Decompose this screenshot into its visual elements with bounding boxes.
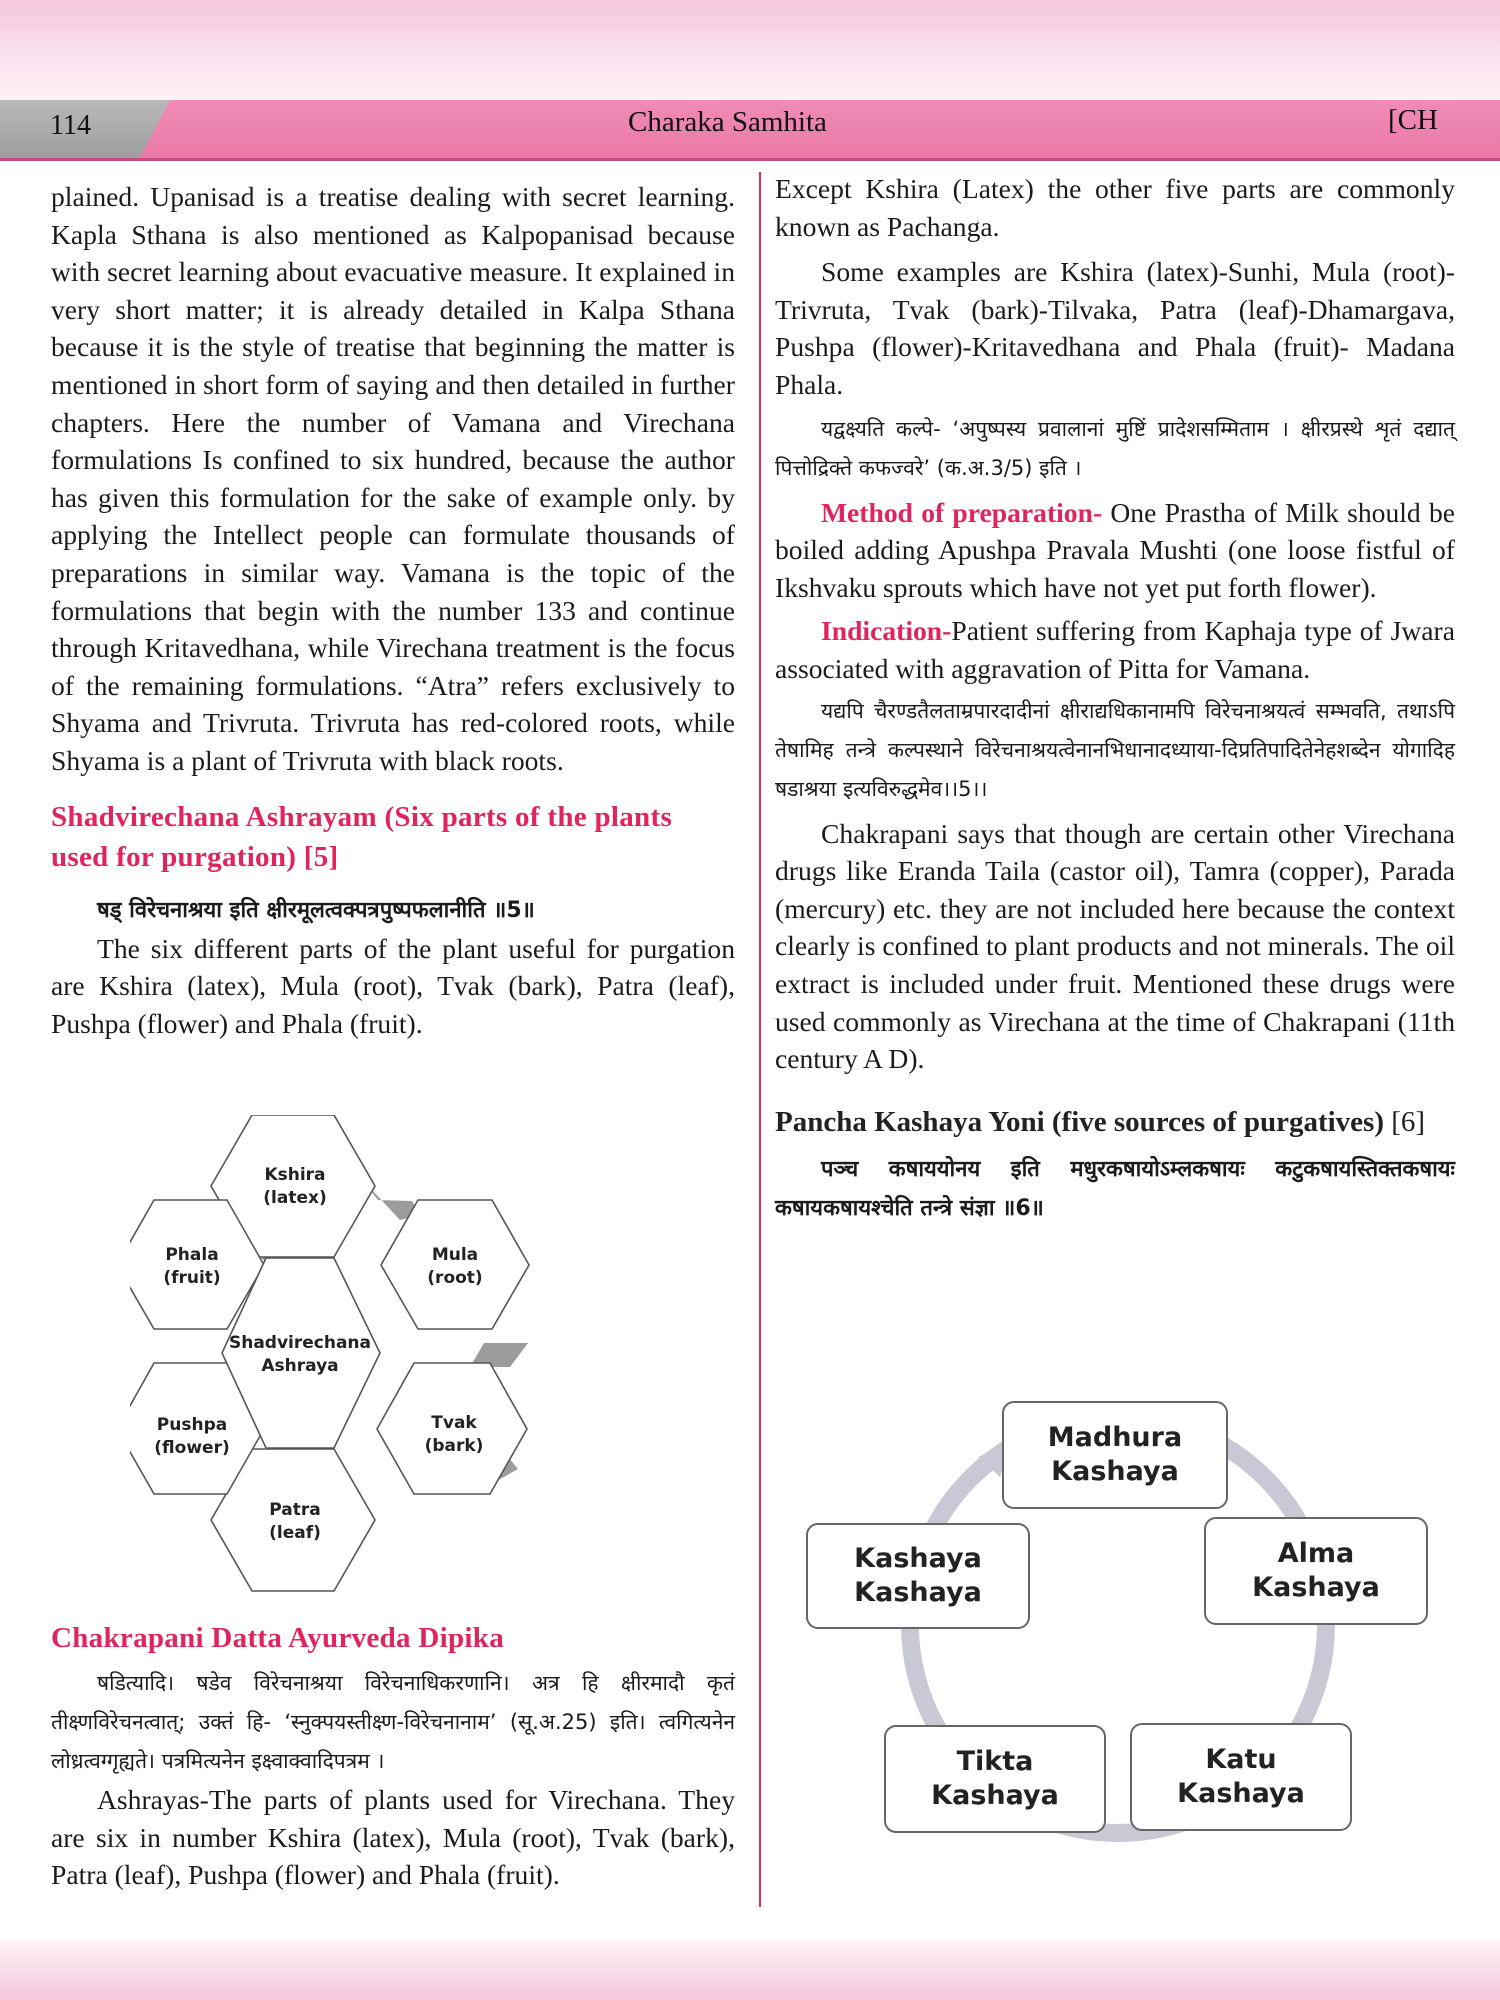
box-tikta-kashaya: Tikta Kashaya: [884, 1725, 1106, 1833]
bottom-decorative-band: [0, 1940, 1500, 2000]
chakrapani-sanskrit: यद्यपि चैरण्डतैलताम्रपारदादीनां क्षीराद्यधिकानामपि विरेचनाश्रयत्वं सम्भवति, तथाऽपि तेषामिह तन्त्रे कल्पस्थाने विरेचनाश्रयत्वेनानभिधानादध्याया-दिप्रतिपादितेनेहशब्देन योगादिह षडाश्रया इत्यविरुद्धमेव।।5।।: [775, 698, 1455, 801]
section-heading-ayurveda-dipika: Chakrapani Datta Ayurveda Dipika: [51, 1622, 504, 1654]
header-rule: [0, 158, 1500, 161]
running-tail: [CH: [1388, 104, 1438, 136]
section-heading-shadvirechana: Shadvirechana Ashrayam (Six parts of the plants used for purgation) [5]: [51, 800, 673, 873]
method-label: Method of preparation-: [821, 496, 1103, 528]
indication-paragraph: [775, 612, 1455, 687]
shadvirechana-hexagon-diagram: [130, 1115, 630, 1595]
left-paragraph-2: The six different parts of the plant useful for purgation are Kshira (latex), Mula (root), Tvak (bark), Patra (leaf), Pushpa (flower) and Phala (fruit).: [51, 932, 735, 1039]
section-heading-pancha-kashaya: Pancha Kashaya Yoni (five sources of purgatives) [6]: [775, 1105, 1426, 1138]
sloka-5: षड् विरेचनाश्रया इति क्षीरमूलत्वक्पत्रपुष्पफलानीति ॥5॥: [97, 897, 535, 923]
hex-label-pushpa: Pushpa (flower): [154, 1415, 230, 1458]
hex-label-kshira: Kshira (latex): [263, 1165, 327, 1208]
left-paragraph-3: Ashrayas-The parts of plants used for Virechana. They are six in number Kshira (latex), Mula (root), Tvak (bark), Patra (leaf), Pushpa (flower) and Phala (fruit).: [51, 1784, 735, 1891]
box-madhura-kashaya: Madhura Kashaya: [1002, 1401, 1228, 1509]
running-title: Charaka Samhita: [628, 106, 827, 138]
left-column-lower: [51, 1618, 735, 1894]
box-katu-kashaya: Katu Kashaya: [1130, 1723, 1352, 1831]
pancha-kashaya-cycle-diagram: [800, 1395, 1440, 1865]
method-text: One Prastha of Milk should be boiled adding Apushpa Pravala Mushti (one loose fistful of Ikshvaku sprouts which have not yet put forth flower).: [775, 496, 1455, 603]
kalpa-quote-sanskrit: यद्वक्ष्यति कल्पे- ‘अपुष्पस्य प्रवालानां मुष्टिं प्रादेशसम्मिताम । क्षीरप्रस्थे शृतं दद्यात् पित्तोद्रिक्ते कफज्वरे’ (क.अ.3/5) इति ।: [775, 416, 1455, 480]
right-column: [775, 170, 1455, 1228]
hexagon-shapes: [130, 1115, 630, 1595]
left-paragraph-1: plained. Upanisad is a treatise dealing with secret learning. Kapla Sthana is also mentioned as Kalpopanisad because with secret learning about evacuative measure. It explained in very short matter; it is already detailed in Kalpa Sthana because it is the style of treatise that beginning the matter is mentioned in short form of saying and then detailed in further chapters. Here the number of Vamana and Virechana formulations Is confined to six hundred, because the author has given this formulation for the sake of example only. by applying the Intellect people can formulate thousands of preparations in similar way. Vamana is the topic of the formulations that begin with the number 133 and continue through Kritavedhana, while Virechana treatment is the focus of the remaining formulations. “Atra” refers exclusively to Shyama and Trivruta. Trivruta has red-colored roots, while Shyama is a plant of Trivruta with black roots.: [51, 181, 735, 776]
dipika-sanskrit: षडित्यादि। षडेव विरेचनाश्रया विरेचनाधिकरणानि। अत्र हि क्षीरमादौ कृतं तीक्ष्णविरेचनत्वात्; उक्तं हि- ‘स्नुक्पयस्तीक्ष्ण-विरेचनानाम’ (सू.अ.25) इति। त्वगित्यनेन लोध्रत्वग्गृह्यते। पत्रमित्यनेन इक्ष्वाक्वादिपत्रम ।: [51, 1671, 735, 1773]
sloka-6: पञ्च कषाययोनय इति मधुरकषायोऽम्लकषायः कटुकषायस्तिक्तकषायः कषायकषायश्चेति तन्त्रे संज्ञा ॥6॥: [775, 1156, 1455, 1221]
hex-label-center: Shadvirechana Ashraya: [228, 1333, 372, 1376]
box-kashaya-kashaya: Kashaya Kashaya: [806, 1523, 1030, 1629]
right-paragraph-1: Except Kshira (Latex) the other five parts are commonly known as Pachanga.: [775, 173, 1455, 242]
hex-label-patra: Patra (leaf): [269, 1500, 321, 1543]
top-decorative-band: [0, 0, 1500, 100]
left-column: [51, 178, 735, 1042]
hex-label-phala: Phala (fruit): [163, 1245, 221, 1288]
right-paragraph-2: Some examples are Kshira (latex)-Sunhi, Mula (root)-Trivruta, Tvak (bark)-Tilvaka, Patra (leaf)-Dhamargava, Pushpa (flower)-Kritavedhana and Phala (fruit)- Madana Phala.: [775, 256, 1455, 400]
hex-label-tvak: Tvak (bark): [424, 1413, 484, 1456]
right-paragraph-3: Chakrapani says that though are certain other Virechana drugs like Eranda Taila (castor oil), Tamra (copper), Parada (mercury) etc. they are not included here because the context clearly is confined to plant products and not minerals. The oil extract is included under fruit. Mentioned these drugs were used commonly as Virechana at the time of Chakrapani (11th century A D).: [775, 817, 1455, 1075]
column-divider: [759, 172, 761, 1907]
hex-label-mula: Mula (root): [427, 1245, 483, 1288]
method-paragraph: [775, 494, 1455, 607]
page-number: 114: [50, 110, 91, 141]
indication-label: Indication-: [821, 615, 952, 647]
indication-text: Patient suffering from Kaphaja type of Jwara associated with aggravation of Pitta for Vamana.: [775, 615, 1455, 684]
box-alma-kashaya: Alma Kashaya: [1204, 1517, 1428, 1625]
